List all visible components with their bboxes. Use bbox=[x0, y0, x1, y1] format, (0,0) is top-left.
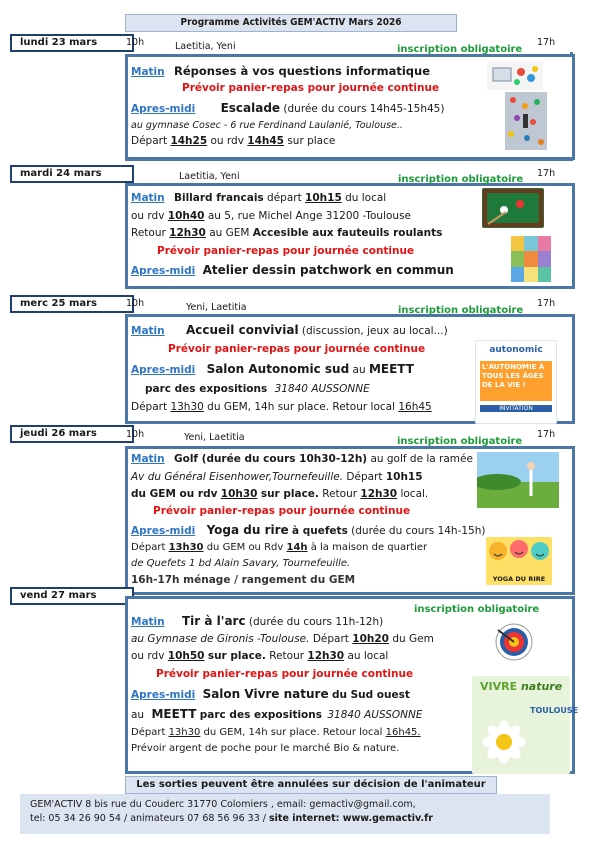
morning-label: Matin bbox=[131, 325, 165, 337]
rdv-line bbox=[131, 650, 388, 662]
inscription-badge: inscription obligatoire bbox=[398, 305, 524, 316]
pocket-money-note: Prévoir argent de poche pour le marché Bio & nature. bbox=[131, 743, 400, 754]
activity-title: Atelier dessin patchwork en commun bbox=[202, 263, 454, 277]
lunch-notice: Prévoir panier-repas pour journée continue bbox=[153, 505, 411, 517]
contact-footer bbox=[20, 794, 550, 834]
end-time: 17h bbox=[537, 168, 556, 179]
venue: MEETT bbox=[368, 362, 414, 376]
golf-image bbox=[477, 452, 559, 508]
activity-title: Yoga du rire bbox=[206, 523, 289, 537]
activity-title: Escalade bbox=[220, 101, 281, 115]
time: 14h45 bbox=[247, 135, 284, 147]
text: Retour bbox=[322, 488, 358, 500]
time: 16h45 bbox=[398, 401, 432, 413]
activity-title: Salon Autonomic sud bbox=[206, 362, 350, 376]
text: au local bbox=[347, 650, 389, 662]
text: (durée du cours 14h-15h) bbox=[351, 525, 486, 537]
afternoon-label: Apres-midi bbox=[131, 364, 196, 376]
city: 31840 AUSSONNE bbox=[274, 383, 370, 395]
time: 12h30 bbox=[360, 488, 398, 500]
address: au gymnase Cosec - 6 rue Ferdinand Laulanié, Toulouse.. bbox=[131, 120, 403, 131]
text: sur place bbox=[287, 135, 336, 147]
phone-numbers: tel: 05 34 26 90 54 / animateurs 07 68 56 96 33 / bbox=[30, 813, 266, 824]
text: parc des expositions bbox=[145, 383, 268, 395]
address-line bbox=[131, 633, 434, 645]
time: 10h20 bbox=[352, 633, 389, 645]
afternoon-line bbox=[131, 523, 485, 537]
afternoon-line bbox=[131, 263, 454, 277]
text: Retour bbox=[131, 227, 166, 239]
text: du Sud ouest bbox=[331, 689, 410, 701]
lunch-notice: Prévoir panier-repas pour journée continue bbox=[156, 668, 414, 680]
text: au golf de la ramée bbox=[370, 453, 473, 465]
text: à la maison de quartier bbox=[310, 542, 428, 553]
time: 10h50 bbox=[167, 650, 205, 662]
rdv-line bbox=[131, 210, 411, 222]
departure-line bbox=[131, 401, 432, 413]
text: Départ bbox=[131, 401, 168, 413]
time: 13h30 bbox=[168, 727, 201, 738]
inscription-badge: inscription obligatoire bbox=[414, 604, 540, 615]
text: au 5, rue Michel Ange 31200 -Toulouse bbox=[207, 210, 411, 222]
address: au Gymnase de Gironis -Toulouse. bbox=[131, 633, 310, 645]
patchwork-image bbox=[511, 236, 551, 282]
afternoon-line bbox=[131, 687, 410, 701]
time: 14h bbox=[286, 542, 308, 553]
text: du GEM ou rdv bbox=[131, 488, 218, 500]
text: sur place. bbox=[260, 488, 319, 500]
text: Départ bbox=[346, 471, 383, 483]
time: 16h45. bbox=[385, 727, 421, 738]
inscription-badge: inscription obligatoire bbox=[397, 44, 523, 55]
inscription-badge: inscription obligatoire bbox=[398, 174, 524, 185]
city: 31840 AUSSONNE bbox=[327, 709, 423, 721]
day-label-thursday: jeudi 26 mars bbox=[10, 425, 134, 443]
text: Retour bbox=[269, 650, 305, 662]
afternoon-line bbox=[131, 101, 444, 115]
website-link[interactable]: site internet: www.gemactiv.fr bbox=[269, 813, 433, 824]
morning-label: Matin bbox=[131, 192, 165, 204]
activity-title: Réponses à vos questions informatique bbox=[173, 64, 431, 78]
poster-title bbox=[480, 680, 570, 693]
cancellation-warning: Les sorties peuvent être annulées sur décision de l'animateur bbox=[125, 776, 497, 794]
climbing-wall-image bbox=[505, 92, 547, 150]
start-time: 10h bbox=[126, 37, 145, 48]
lunch-notice: Prévoir panier-repas pour journée continue bbox=[182, 82, 440, 94]
end-time: 17h bbox=[537, 298, 556, 309]
poster-city: TOULOUSE bbox=[530, 706, 579, 715]
text: départ bbox=[267, 192, 302, 204]
return-line bbox=[131, 227, 442, 239]
text: Départ bbox=[131, 542, 166, 553]
animator-names: Laetitia, Yeni bbox=[175, 41, 236, 52]
day-label-monday: lundi 23 mars bbox=[10, 34, 134, 52]
departure-line bbox=[131, 542, 427, 553]
address-line bbox=[131, 471, 423, 483]
time: 12h30 bbox=[169, 227, 206, 239]
page-title: Programme Activités GEM'ACTIV Mars 2026 bbox=[125, 14, 457, 32]
activity-title: Accueil convivial bbox=[185, 323, 299, 337]
morning-line bbox=[131, 323, 448, 337]
autonomic-poster bbox=[475, 340, 557, 424]
activity-title: Tir à l'arc bbox=[181, 614, 246, 628]
morning-line bbox=[131, 614, 383, 628]
text: Départ bbox=[312, 633, 349, 645]
rdv-line bbox=[131, 488, 428, 500]
departure-line bbox=[131, 135, 335, 147]
morning-label: Matin bbox=[131, 453, 165, 465]
morning-label: Matin bbox=[131, 66, 165, 78]
end-time: 17h bbox=[537, 37, 556, 48]
address: de Quefets 1 bd Alain Savary, Tournefeuille. bbox=[131, 558, 351, 569]
time: 13h30 bbox=[170, 401, 204, 413]
day-label-friday: vend 27 mars bbox=[10, 587, 134, 605]
text: du Gem bbox=[392, 633, 434, 645]
time: 14h25 bbox=[170, 135, 208, 147]
text: ou rdv bbox=[210, 135, 244, 147]
text: Départ bbox=[131, 135, 168, 147]
computer-illustration bbox=[487, 62, 543, 90]
text: (durée du cours 11h-12h) bbox=[248, 616, 384, 628]
afternoon-label: Apres-midi bbox=[131, 689, 196, 701]
text: parc des expositions bbox=[199, 709, 322, 721]
afternoon-line bbox=[131, 362, 414, 376]
text: ou rdv bbox=[131, 650, 165, 662]
day-label-tuesday: mardi 24 mars bbox=[10, 165, 134, 183]
text: à quefets bbox=[292, 525, 348, 537]
time: 10h15 bbox=[305, 192, 342, 204]
text: sur place. bbox=[207, 650, 266, 662]
text: Départ bbox=[131, 727, 166, 738]
day-label-wednesday: merc 25 mars bbox=[10, 295, 134, 313]
end-time: 17h bbox=[537, 429, 556, 440]
text: au GEM bbox=[209, 227, 250, 239]
activity-title: Golf (durée du cours 10h30-12h) bbox=[173, 453, 368, 465]
yoga-laugh-image bbox=[486, 537, 552, 585]
yoga-label: YOGA DU RIRE bbox=[492, 575, 546, 583]
contact-line bbox=[30, 812, 540, 826]
archery-target-icon bbox=[494, 622, 534, 662]
text: au bbox=[352, 364, 366, 376]
inscription-badge: inscription obligatoire bbox=[397, 436, 523, 447]
venue: MEETT bbox=[151, 707, 197, 721]
animator-names: Yeni, Laetitia bbox=[186, 302, 247, 313]
morning-line bbox=[131, 192, 386, 204]
venue-line bbox=[145, 383, 370, 395]
time: 13h30 bbox=[168, 542, 204, 553]
animator-names: Laetitia, Yeni bbox=[179, 171, 240, 182]
afternoon-label: Apres-midi bbox=[131, 265, 196, 277]
text: ou rdv bbox=[131, 210, 165, 222]
text: du GEM, 14h sur place. Retour local bbox=[203, 727, 383, 738]
venue-line bbox=[131, 707, 423, 721]
animator-names: Yeni, Laetitia bbox=[184, 432, 245, 443]
text: nature bbox=[520, 680, 563, 693]
morning-label: Matin bbox=[131, 616, 165, 628]
time: 10h30 bbox=[220, 488, 258, 500]
text: VIVRE bbox=[480, 680, 518, 693]
accessibility-note: Accesible aux fauteuils roulants bbox=[252, 227, 443, 239]
afternoon-label: Apres-midi bbox=[131, 525, 196, 537]
text: local. bbox=[400, 488, 429, 500]
time: 12h30 bbox=[307, 650, 345, 662]
poster-invitation: INVITATION bbox=[480, 405, 552, 412]
start-time: 10h bbox=[126, 298, 145, 309]
time: 10h40 bbox=[167, 210, 205, 222]
activity-duration: (durée du cours 14h45-15h45) bbox=[283, 103, 445, 115]
text: au bbox=[131, 709, 145, 721]
poster-title: autonomic bbox=[489, 345, 543, 355]
start-time: 10h bbox=[126, 429, 145, 440]
time: 10h15 bbox=[385, 471, 423, 483]
departure-line bbox=[131, 727, 421, 738]
afternoon-label: Apres-midi bbox=[131, 103, 196, 115]
address-line: GEM'ACTIV 8 bis rue du Couderc 31770 Colomiers , email: gemactiv@gmail.com, bbox=[30, 799, 416, 810]
poster-subtitle: L'AUTONOMIE À TOUS LES ÂGES DE LA VIE ! bbox=[480, 361, 552, 401]
lunch-notice: Prévoir panier-repas pour journée continue bbox=[157, 245, 415, 257]
billiard-image bbox=[482, 188, 544, 228]
text: du local bbox=[345, 192, 387, 204]
vivre-nature-poster bbox=[472, 676, 579, 774]
lunch-notice: Prévoir panier-repas pour journée continue bbox=[168, 343, 426, 355]
activity-title: Billard francais bbox=[173, 192, 264, 204]
activity-title: Salon Vivre nature bbox=[202, 687, 329, 701]
address: Av du Général Eisenhower,Tournefeuille. bbox=[131, 471, 344, 483]
morning-line bbox=[131, 453, 473, 465]
text: du GEM ou Rdv bbox=[206, 542, 284, 553]
text: du GEM, 14h sur place. Retour local bbox=[207, 401, 395, 413]
text: (discussion, jeux au local...) bbox=[301, 325, 448, 337]
cleaning-note: 16h-17h ménage / rangement du GEM bbox=[131, 574, 356, 586]
morning-line bbox=[131, 64, 430, 78]
